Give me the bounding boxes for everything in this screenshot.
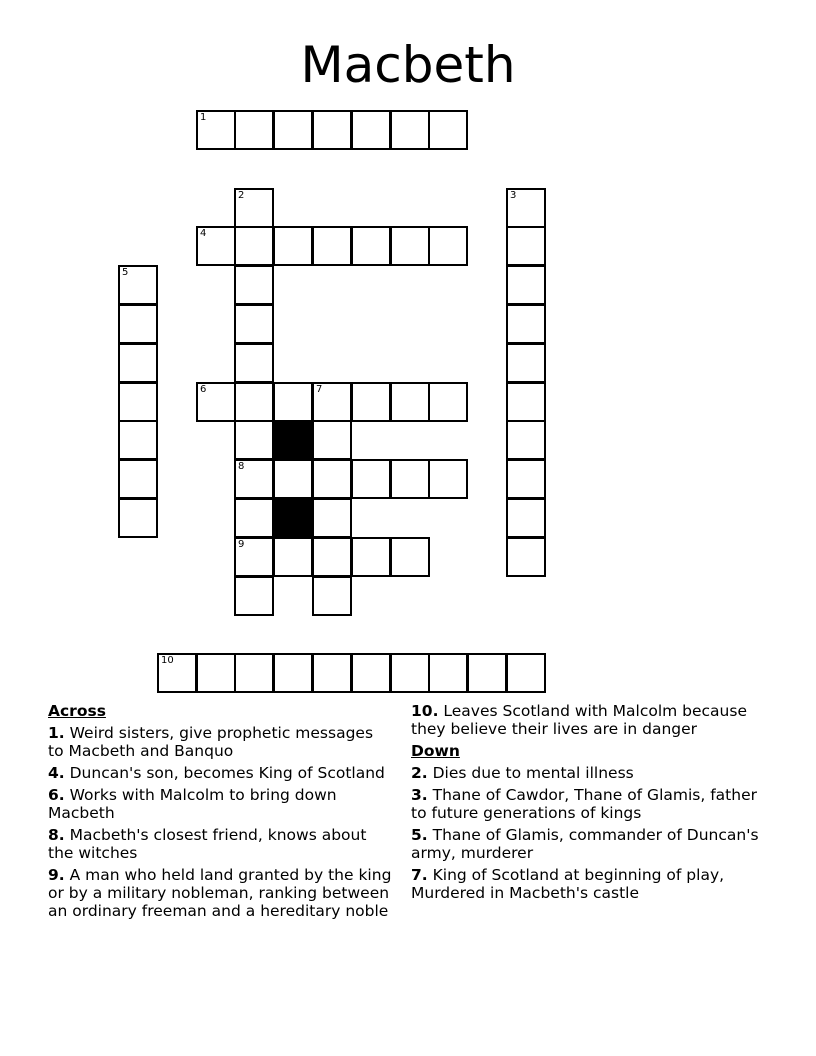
grid-cell[interactable] [312, 382, 352, 422]
down-heading: Down [411, 742, 460, 760]
grid-cell[interactable] [234, 304, 274, 344]
clue-number-label: 10 [161, 655, 174, 666]
clue-number: 5. [411, 826, 428, 844]
clue-number: 8. [48, 826, 65, 844]
clues-right-column [411, 702, 761, 906]
grid-cell[interactable] [118, 304, 158, 344]
clue-across-4 [48, 764, 393, 782]
grid-cell[interactable] [506, 343, 546, 383]
grid-cell[interactable] [234, 653, 274, 693]
grid-cell[interactable] [196, 110, 236, 150]
grid-cell[interactable] [273, 110, 313, 150]
clue-number: 1. [48, 724, 65, 742]
grid-cell[interactable] [312, 653, 352, 693]
clue-down-7 [411, 866, 761, 902]
clue-number-label: 5 [122, 267, 129, 278]
clue-text: Dies due to mental illness [432, 764, 634, 782]
clue-number-label: 6 [200, 384, 207, 395]
clue-number: 4. [48, 764, 65, 782]
grid-cell[interactable] [234, 265, 274, 305]
clue-text: King of Scotland at beginning of play, Murdered in Macbeth's castle [411, 866, 725, 902]
clue-number-label: 1 [200, 112, 207, 123]
grid-cell[interactable] [312, 226, 352, 266]
clue-text: Macbeth's closest friend, knows about the witches [48, 826, 367, 862]
clue-text: Duncan's son, becomes King of Scotland [69, 764, 385, 782]
grid-cell[interactable] [312, 459, 352, 499]
grid-cell[interactable] [506, 653, 546, 693]
clue-number-label: 9 [238, 539, 245, 550]
grid-cell[interactable] [234, 226, 274, 266]
grid-cell[interactable] [273, 537, 313, 577]
grid-cell[interactable] [428, 653, 468, 693]
grid-cell[interactable] [234, 420, 274, 460]
black-square [273, 420, 313, 460]
grid-cell[interactable] [351, 110, 391, 150]
clue-text: Weird sisters, give prophetic messages to Macbeth and Banquo [48, 724, 374, 760]
grid-cell[interactable] [390, 110, 430, 150]
grid-cell[interactable] [506, 420, 546, 460]
grid-cell[interactable] [390, 459, 430, 499]
clue-down-3 [411, 786, 761, 822]
grid-cell[interactable] [351, 537, 391, 577]
grid-cell[interactable] [234, 110, 274, 150]
clue-across-1 [48, 724, 393, 760]
clue-text: A man who held land granted by the king or by a military nobleman, ranking between an ordinary freeman and a hereditary noble [48, 866, 392, 920]
grid-cell[interactable] [196, 226, 236, 266]
grid-cell[interactable] [428, 226, 468, 266]
grid-cell[interactable] [234, 576, 274, 616]
clue-number-label: 7 [316, 384, 323, 395]
clue-text: Works with Malcolm to bring down Macbeth [48, 786, 337, 822]
grid-cell[interactable] [428, 459, 468, 499]
grid-cell[interactable] [506, 188, 546, 228]
grid-cell[interactable] [273, 653, 313, 693]
clue-number: 2. [411, 764, 428, 782]
grid-cell[interactable] [390, 226, 430, 266]
grid-cell[interactable] [118, 420, 158, 460]
grid-cell[interactable] [390, 653, 430, 693]
clue-across-8 [48, 826, 393, 862]
grid-cell[interactable] [506, 498, 546, 538]
clue-number-label: 4 [200, 228, 207, 239]
grid-cell[interactable] [506, 304, 546, 344]
clue-across-10 [411, 702, 761, 738]
clue-number: 3. [411, 786, 428, 804]
grid-cell[interactable] [467, 653, 507, 693]
grid-cell[interactable] [390, 382, 430, 422]
grid-cell[interactable] [273, 226, 313, 266]
across-heading: Across [48, 702, 106, 720]
page-title: Macbeth [300, 36, 516, 94]
grid-cell[interactable] [351, 382, 391, 422]
clue-number: 9. [48, 866, 65, 884]
grid-cell[interactable] [312, 498, 352, 538]
grid-cell[interactable] [312, 420, 352, 460]
grid-cell[interactable] [506, 226, 546, 266]
grid-cell[interactable] [234, 343, 274, 383]
clue-number-label: 3 [510, 190, 517, 201]
grid-cell[interactable] [234, 498, 274, 538]
clue-number-label: 8 [238, 461, 245, 472]
clue-text: Thane of Glamis, commander of Duncan's army, murderer [411, 826, 759, 862]
clue-across-6 [48, 786, 393, 822]
grid-cell[interactable] [506, 459, 546, 499]
clue-number-label: 2 [238, 190, 245, 201]
grid-cell[interactable] [351, 653, 391, 693]
grid-cell[interactable] [234, 382, 274, 422]
clue-across-9 [48, 866, 393, 920]
grid-cell[interactable] [273, 459, 313, 499]
clue-number: 6. [48, 786, 65, 804]
grid-cell[interactable] [506, 382, 546, 422]
grid-cell[interactable] [351, 459, 391, 499]
grid-cell[interactable] [428, 382, 468, 422]
grid-cell[interactable] [312, 537, 352, 577]
clue-text: Leaves Scotland with Malcolm because they believe their lives are in danger [411, 702, 747, 738]
grid-cell[interactable] [118, 265, 158, 305]
grid-cell[interactable] [118, 382, 158, 422]
grid-cell[interactable] [273, 382, 313, 422]
grid-cell[interactable] [118, 343, 158, 383]
grid-cell[interactable] [428, 110, 468, 150]
grid-cell[interactable] [196, 653, 236, 693]
grid-cell[interactable] [118, 498, 158, 538]
clue-down-2 [411, 764, 761, 782]
grid-cell[interactable] [118, 459, 158, 499]
grid-cell[interactable] [234, 537, 274, 577]
grid-cell[interactable] [157, 653, 197, 693]
clues-left-column [48, 702, 393, 924]
grid-cell[interactable] [234, 459, 274, 499]
black-square [273, 498, 313, 538]
grid-cell[interactable] [390, 537, 430, 577]
grid-cell[interactable] [312, 110, 352, 150]
grid-cell[interactable] [506, 265, 546, 305]
clue-number: 7. [411, 866, 428, 884]
clue-number: 10. [411, 702, 439, 720]
grid-cell[interactable] [312, 576, 352, 616]
grid-cell[interactable] [506, 537, 546, 577]
grid-cell[interactable] [234, 188, 274, 228]
clue-text: Thane of Cawdor, Thane of Glamis, father to future generations of kings [411, 786, 757, 822]
grid-cell[interactable] [196, 382, 236, 422]
clue-down-5 [411, 826, 761, 862]
grid-cell[interactable] [351, 226, 391, 266]
